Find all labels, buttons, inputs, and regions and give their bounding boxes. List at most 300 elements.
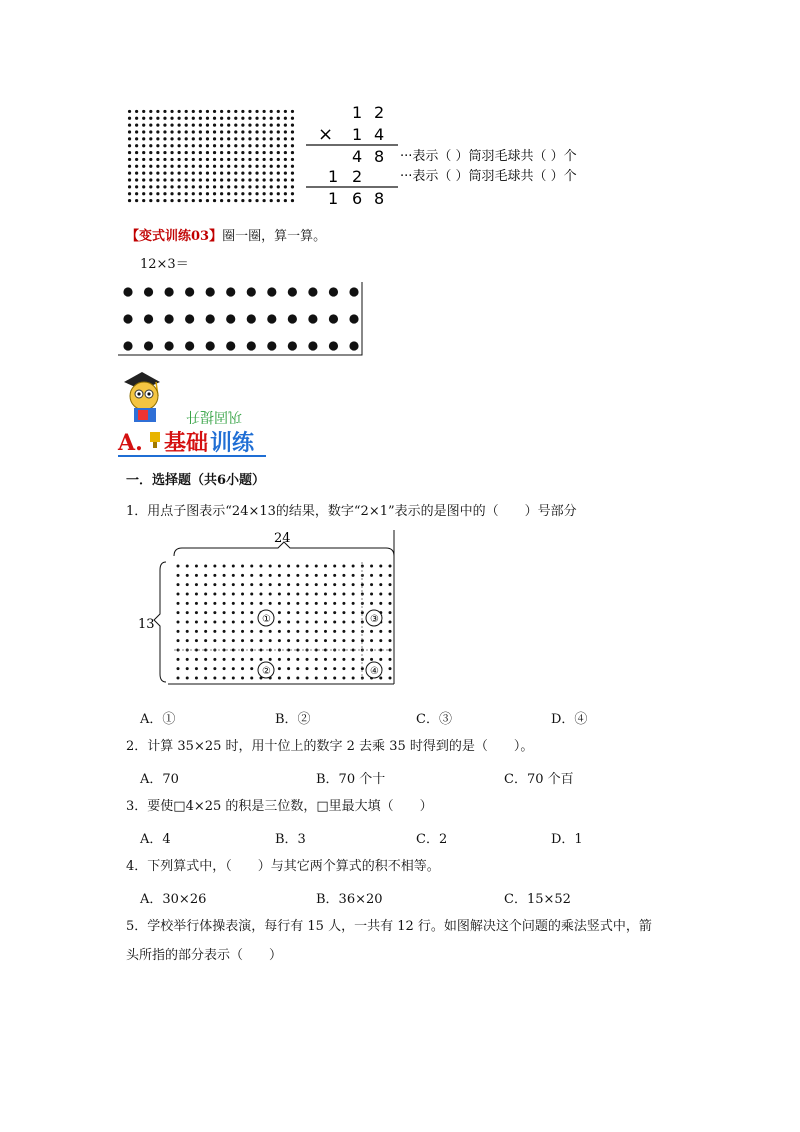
q1-dot [333,667,336,670]
grid-dot [220,158,223,161]
grid-dot [206,158,209,161]
grid-dot [284,117,287,120]
grid-dot [178,192,181,195]
grid-dot [248,144,251,147]
grid-dot [234,165,237,168]
grid-dot [149,199,152,202]
top-label: 24 [274,531,291,546]
grid-dot [199,124,202,127]
grid-dot [185,178,188,181]
grid-dot [199,110,202,113]
q1-dot [241,593,244,596]
q1-dot [213,583,216,586]
q1-dot [287,583,290,586]
q1-dot [306,667,309,670]
question-5 [126,918,652,936]
banner-title-part2: 训练 [210,431,255,456]
q1-dot [296,583,299,586]
digit: 4 [352,147,363,166]
q2-option-c[interactable]: C．70 个百 [504,772,574,787]
grid-dot [163,192,166,195]
grid-dot [156,158,159,161]
grid-dot [255,185,258,188]
grid-dot [263,185,266,188]
q1-dot [186,621,189,624]
q1-dot [352,658,355,661]
q1-dot [324,593,327,596]
q1-dot [379,593,382,596]
grid-dot [263,192,266,195]
grid-dot [220,137,223,140]
grid-dot [277,130,280,133]
note-line-1: ···表示（ ）筒羽毛球共（ ）个 [400,149,577,164]
grid-dot [142,172,145,175]
grid-dot [284,192,287,195]
grid-dot [135,110,138,113]
q1-dot [177,667,180,670]
variant-dot [144,287,153,296]
variant-dot [123,287,132,296]
banner-title-part1: 基础 [164,431,209,456]
grid-dot [128,172,131,175]
grid-dot [227,172,230,175]
grid-dot [213,199,216,202]
q1-dot [232,583,235,586]
grid-dot [128,192,131,195]
grid-dot [234,110,237,113]
q1-dot [259,658,262,661]
variant-dot [247,314,256,323]
q1-dot [333,639,336,642]
q1-dot [204,583,207,586]
grid-dot [206,130,209,133]
q1-dot [223,639,226,642]
q1-dot [315,565,318,568]
q1-dot [186,630,189,633]
q1-dot [389,574,392,577]
grid-dot [185,172,188,175]
grid-dot [135,192,138,195]
grid-dot [170,151,173,154]
q3-option-b[interactable]: B．3 [275,832,306,847]
q1-dot [223,611,226,614]
variant-dot [329,314,338,323]
question-5-line-2: 头所指的部分表示（ ） [126,948,283,963]
q1-dot [177,658,180,661]
grid-dot [185,165,188,168]
question-text: 计算 35×25 时，用十位上的数字 2 去乘 35 时得到的是（ ）。 [147,739,534,754]
question-number: 2． [126,739,148,754]
q1-option-b[interactable]: B．② [275,712,311,727]
q1-dot [379,630,382,633]
grid-dot [227,130,230,133]
q1-dot [204,574,207,577]
q1-dot [213,630,216,633]
grid-dot [234,178,237,181]
region-1-label [258,610,274,626]
grid-dot [213,172,216,175]
grid-dot [163,110,166,113]
q4-option-a[interactable]: A．30×26 [140,892,207,907]
q1-dot [333,602,336,605]
svg-text:④: ④ [370,666,379,677]
grid-dot [135,185,138,188]
grid-dot [149,144,152,147]
note-line-2: ···表示（ ）筒羽毛球共（ ）个 [400,169,577,184]
grid-dot [163,130,166,133]
question-number: 5． [126,919,148,934]
q2-option-a[interactable]: A．70 [140,772,179,787]
grid-dot [128,158,131,161]
grid-dot [163,151,166,154]
q1-dot [232,639,235,642]
q1-dot [213,602,216,605]
q1-dot [213,677,216,680]
grid-dot [142,185,145,188]
grid-dot [291,199,294,202]
q1-dot [278,611,281,614]
q3-option-a[interactable]: A．4 [140,832,171,847]
q1-dot [342,639,345,642]
q1-dot [223,630,226,633]
grid-dot [291,117,294,120]
q1-dot [306,611,309,614]
q1-dot [250,565,253,568]
grid-dot [192,158,195,161]
q1-dot [250,677,253,680]
q1-dot [204,630,207,633]
grid-dot [178,185,181,188]
grid-dot [248,124,251,127]
grid-dot [156,110,159,113]
grid-dot [248,137,251,140]
q4-option-b[interactable]: B．36×20 [316,892,383,907]
grid-dot [199,144,202,147]
grid-dot [227,158,230,161]
grid-dot [178,178,181,181]
grid-dot [163,124,166,127]
grid-dot [277,124,280,127]
q1-dot [204,658,207,661]
grid-dot [185,130,188,133]
grid-dot [142,144,145,147]
grid-dot [199,199,202,202]
grid-dot [170,185,173,188]
grid-dot [284,130,287,133]
q1-dot [223,667,226,670]
region-4-label [366,662,382,678]
grid-dot [206,178,209,181]
q1-dot [278,621,281,624]
grid-dot [255,172,258,175]
q1-dot [342,611,345,614]
q1-dot [352,611,355,614]
q1-dot [296,677,299,680]
q3-option-c[interactable]: C．2 [416,832,448,847]
grid-dot [255,158,258,161]
grid-dot [135,178,138,181]
grid-dot [248,110,251,113]
grid-dot [206,185,209,188]
trophy-icon [150,432,160,448]
q1-dot [370,639,373,642]
q1-dot [287,574,290,577]
grid-dot [128,144,131,147]
grid-dot [291,151,294,154]
q1-dot [287,630,290,633]
grid-dot [227,192,230,195]
q1-dot [186,611,189,614]
q1-dot [278,574,281,577]
grid-dot [163,172,166,175]
grid-dot [170,192,173,195]
q1-dot [333,611,336,614]
q1-dot [195,658,198,661]
q1-dot [342,667,345,670]
q4-option-c[interactable]: C．15×52 [504,892,571,907]
grid-dot [213,185,216,188]
grid-dot [199,185,202,188]
grid-dot [213,110,216,113]
grid-dot [170,199,173,202]
grid-dot [185,151,188,154]
q1-dot [342,565,345,568]
q1-dot [269,639,272,642]
q1-dot [204,677,207,680]
grid-dot [284,110,287,113]
grid-dot [241,137,244,140]
grid-dot [163,144,166,147]
grid-dot [270,137,273,140]
q1-dot [204,611,207,614]
grid-dot [156,185,159,188]
q1-dot [278,630,281,633]
grid-dot [248,185,251,188]
grid-dot [128,117,131,120]
grid-dot [142,117,145,120]
variant-line [126,228,326,246]
sign-text: 巩固提升 [186,408,242,424]
q1-dot [259,602,262,605]
grid-dot [199,165,202,168]
grid-dot [192,124,195,127]
grid-dot [206,199,209,202]
grid-dot [149,124,152,127]
q1-dot [269,630,272,633]
grid-dot [213,137,216,140]
grid-dot [156,137,159,140]
variant-dot [206,341,215,350]
q1-dot [213,611,216,614]
grid-dot [178,130,181,133]
grid-dot [163,165,166,168]
grid-dot [199,158,202,161]
grid-dot [291,178,294,181]
q1-dot [352,574,355,577]
q1-dot [333,574,336,577]
grid-dot [192,144,195,147]
q1-dot [186,565,189,568]
question-text: 要使□4×25 的积是三位数，□里最大填（ ） [147,799,433,814]
q1-dot [333,621,336,624]
grid-dot [234,130,237,133]
grid-dot [234,185,237,188]
grid-dot [149,110,152,113]
q1-dot [213,639,216,642]
grid-dot [213,144,216,147]
grid-dot [135,158,138,161]
grid-dot [227,165,230,168]
grid-dot [156,151,159,154]
grid-dot [192,185,195,188]
q1-dot [259,565,262,568]
q1-dot [324,574,327,577]
q1-dot [296,602,299,605]
q1-dot [232,574,235,577]
variant-dot [123,314,132,323]
grid-dot [170,158,173,161]
grid-dot [128,110,131,113]
grid-dot [241,192,244,195]
q1-dot [379,677,382,680]
grid-dot [284,144,287,147]
grid-dot [234,158,237,161]
q1-dot [370,565,373,568]
q1-dot [204,621,207,624]
q1-dot [177,630,180,633]
grid-dot [185,199,188,202]
q1-dot [250,658,253,661]
grid-dot [206,110,209,113]
q1-dot [287,677,290,680]
q1-dot [186,677,189,680]
q1-dot [213,667,216,670]
grid-dot [192,172,195,175]
grid-dot [255,192,258,195]
grid-dot [213,151,216,154]
q1-dot [315,677,318,680]
q1-dot [287,639,290,642]
grid-dot [270,192,273,195]
grid-dot [255,124,258,127]
q1-dot [333,565,336,568]
q1-dot [306,593,309,596]
grid-dot [255,165,258,168]
grid-dot [206,151,209,154]
svg-text:②: ② [262,666,271,677]
question-text-line-1: 学校举行体操表演，每行有 15 人，一共有 12 行。如图解决这个问题的乘法竖式中，箭 [147,919,652,934]
grid-dot [291,110,294,113]
q1-dot [232,667,235,670]
variant-dot [267,341,276,350]
q1-dot [370,602,373,605]
grid-dot [234,199,237,202]
q1-dot [269,593,272,596]
top-dot-grid [126,108,296,204]
q1-dot [186,583,189,586]
grid-dot [128,137,131,140]
grid-dot [170,117,173,120]
grid-dot [241,178,244,181]
grid-dot [270,144,273,147]
q3-option-d[interactable]: D．1 [551,832,583,847]
grid-dot [284,172,287,175]
q1-dot [315,602,318,605]
grid-dot [206,137,209,140]
grid-dot [284,124,287,127]
q1-dot [232,602,235,605]
grid-dot [206,117,209,120]
grid-dot [227,185,230,188]
grid-dot [227,178,230,181]
grid-dot [178,110,181,113]
grid-dot [277,172,280,175]
grid-dot [241,185,244,188]
q1-dot [306,602,309,605]
q1-dot [324,658,327,661]
grid-dot [199,137,202,140]
q1-option-d[interactable]: D．④ [551,712,588,727]
grid-dot [248,158,251,161]
q1-dot [379,583,382,586]
grid-dot [156,192,159,195]
grid-dot [234,137,237,140]
grid-dot [178,199,181,202]
grid-dot [220,124,223,127]
q1-dot [177,574,180,577]
q1-option-a[interactable]: A．① [140,712,176,727]
grid-dot [170,130,173,133]
region-2-label [258,662,274,678]
grid-dot [255,199,258,202]
grid-dot [206,192,209,195]
q1-dot [195,593,198,596]
q2-option-b[interactable]: B．70 个十 [316,772,386,787]
grid-dot [199,172,202,175]
grid-dot [263,178,266,181]
q1-dot [342,677,345,680]
grid-dot [170,178,173,181]
q1-dot [278,593,281,596]
q1-dot [296,639,299,642]
grid-dot [220,165,223,168]
grid-dot [277,158,280,161]
grid-dot [270,130,273,133]
q1-dot [306,677,309,680]
grid-dot [149,151,152,154]
q1-dot [250,630,253,633]
grid-dot [270,124,273,127]
grid-dot [185,124,188,127]
grid-dot [142,130,145,133]
q1-dot [389,583,392,586]
grid-dot [255,117,258,120]
q1-dot [370,630,373,633]
q1-dot [269,574,272,577]
grid-dot [220,151,223,154]
grid-dot [277,192,280,195]
grid-dot [277,151,280,154]
grid-dot [263,144,266,147]
grid-dot [277,165,280,168]
digit: 1 [352,103,363,122]
q1-dot [232,658,235,661]
q1-option-c[interactable]: C．③ [416,712,452,727]
grid-dot [178,165,181,168]
q1-dot [389,593,392,596]
q1-dot [306,630,309,633]
variant-dot [164,287,173,296]
